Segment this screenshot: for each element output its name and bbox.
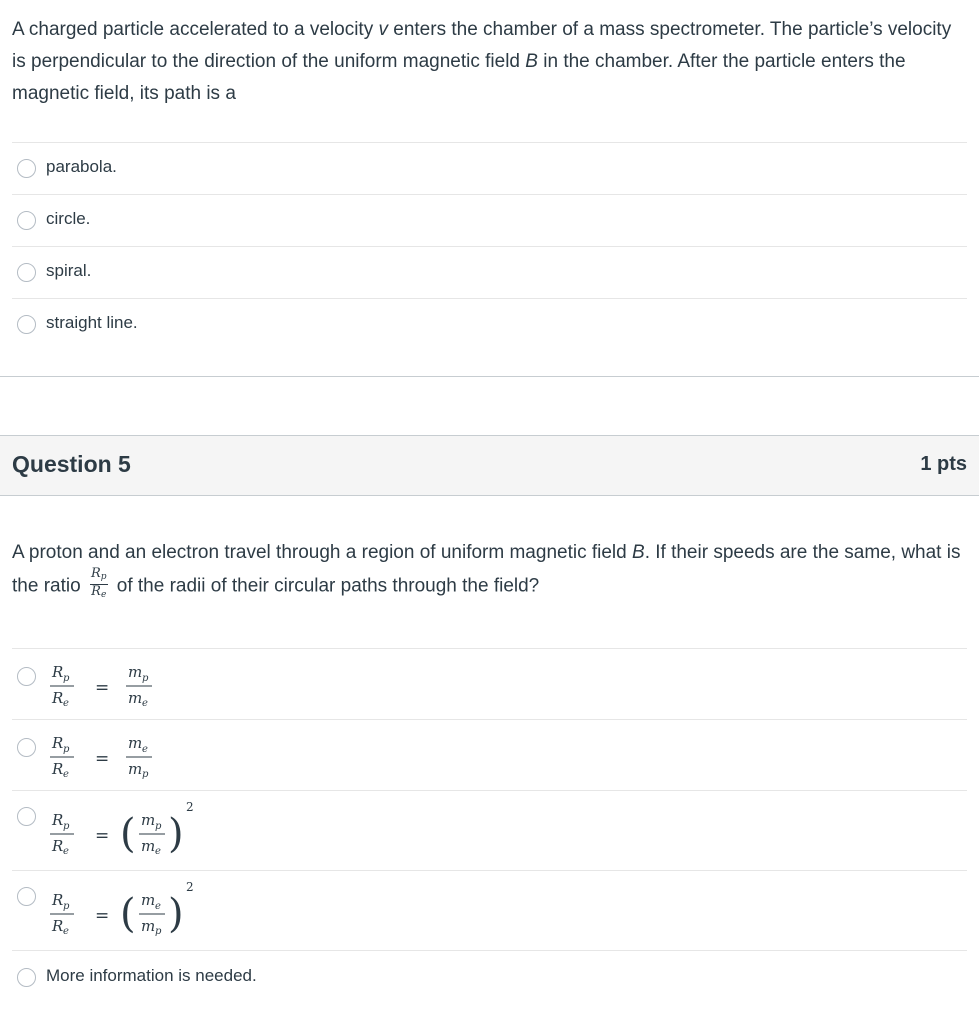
math-symbol: m: [141, 837, 156, 855]
answer-option[interactable]: [12, 870, 967, 950]
radio-button[interactable]: [17, 263, 36, 282]
math-symbol: m: [141, 917, 156, 935]
answer-option[interactable]: [12, 950, 967, 1006]
q4-text-part1: A charged particle accelerated to a velocity: [12, 19, 379, 40]
math-subscript: e: [63, 769, 69, 780]
answer-option[interactable]: [12, 298, 967, 350]
answer-option[interactable]: [12, 648, 967, 719]
formula-me-over-mp: [46, 726, 186, 786]
equals-sign: =: [95, 826, 110, 846]
math-symbol: R: [52, 837, 64, 855]
math-subscript: e: [63, 926, 69, 937]
math-symbol: R: [52, 760, 64, 778]
math-subscript: e: [155, 846, 161, 857]
math-subscript: e: [63, 846, 69, 857]
ratio-fraction: [90, 567, 108, 602]
math-symbol: m: [141, 891, 156, 909]
math-symbol: R: [52, 917, 64, 935]
math-subscript: p: [63, 901, 70, 912]
equals-sign: =: [95, 678, 110, 698]
math-subscript: e: [63, 698, 69, 709]
answer-label: spiral.: [46, 261, 92, 280]
math-symbol: R: [52, 811, 64, 829]
answer-label: circle.: [46, 209, 91, 228]
answer-option[interactable]: [12, 790, 967, 870]
math-subscript: p: [142, 673, 149, 684]
left-paren: (: [120, 811, 136, 857]
math-symbol: R: [52, 663, 64, 681]
radio-button[interactable]: [17, 667, 36, 686]
math-symbol: R: [52, 734, 64, 752]
radio-button[interactable]: [17, 159, 36, 178]
answer-label: More information is needed.: [46, 966, 257, 985]
math-subscript: p: [63, 744, 70, 755]
math-subscript: e: [155, 901, 161, 912]
ratio-numerator: $R_p$: [90, 567, 108, 585]
q5-text-part3: of the radii of their circular paths through the field?: [111, 575, 540, 597]
answer-option[interactable]: [12, 142, 967, 194]
math-subscript: p: [155, 821, 162, 832]
right-paren: ): [168, 891, 184, 937]
question-divider: [0, 376, 979, 377]
answer-option[interactable]: [12, 246, 967, 298]
q5-text-part1: A proton and an electron travel through a region of uniform magnetic field: [12, 542, 632, 563]
question-5-header: [0, 435, 979, 496]
math-symbol: R: [52, 891, 64, 909]
right-paren: ): [168, 811, 184, 857]
answer-option[interactable]: [12, 194, 967, 246]
q4-text-part3: in the chamber. After the particle enters the magnetic field, its path is a: [12, 51, 906, 104]
answer-label: straight line.: [46, 313, 138, 332]
radio-button[interactable]: [17, 738, 36, 757]
math-subscript: p: [155, 926, 162, 937]
formula-mp-over-me-squared: [46, 797, 216, 865]
radio-button[interactable]: [17, 315, 36, 334]
math-subscript: e: [142, 744, 148, 755]
math-symbol: m: [128, 689, 143, 707]
formula-mp-over-me: [46, 655, 186, 715]
math-subscript: e: [142, 698, 148, 709]
ratio-denominator: $R_e$: [91, 584, 107, 600]
math-symbol: R: [52, 689, 64, 707]
equals-sign: =: [95, 906, 110, 926]
math-subscript: p: [63, 821, 70, 832]
q4-text-part2: enters the chamber of a mass spectrometer. The particle’s velocity is perpendicular to the direction of the uniform magnetic field: [12, 19, 952, 72]
q4-var-v: v: [378, 19, 388, 40]
answer-option[interactable]: [12, 719, 967, 790]
math-symbol: m: [128, 760, 143, 778]
radio-button[interactable]: [17, 887, 36, 906]
q4-var-b: B: [525, 51, 538, 72]
question-title: Question 5: [12, 451, 131, 477]
math-symbol: m: [141, 811, 156, 829]
q5-text-part2: . If their speeds are the same, what is the ratio: [12, 542, 961, 597]
equals-sign: =: [95, 749, 110, 769]
answer-label: parabola.: [46, 157, 117, 176]
question-points: 1 pts: [920, 453, 967, 475]
radio-button[interactable]: [17, 807, 36, 826]
formula-me-over-mp-squared: [46, 877, 216, 945]
question-4-text: [12, 14, 967, 110]
exponent: 2: [186, 800, 194, 814]
math-symbol: m: [128, 663, 143, 681]
math-subscript: p: [63, 673, 70, 684]
left-paren: (: [120, 891, 136, 937]
exponent: 2: [186, 880, 194, 894]
question-5-answers: [12, 648, 967, 1006]
radio-button[interactable]: [17, 968, 36, 987]
radio-button[interactable]: [17, 211, 36, 230]
question-4-answers: [12, 142, 967, 350]
math-symbol: m: [128, 734, 143, 752]
q5-var-b: B: [632, 542, 645, 563]
question-5-text: [12, 537, 967, 604]
math-subscript: p: [142, 769, 149, 780]
